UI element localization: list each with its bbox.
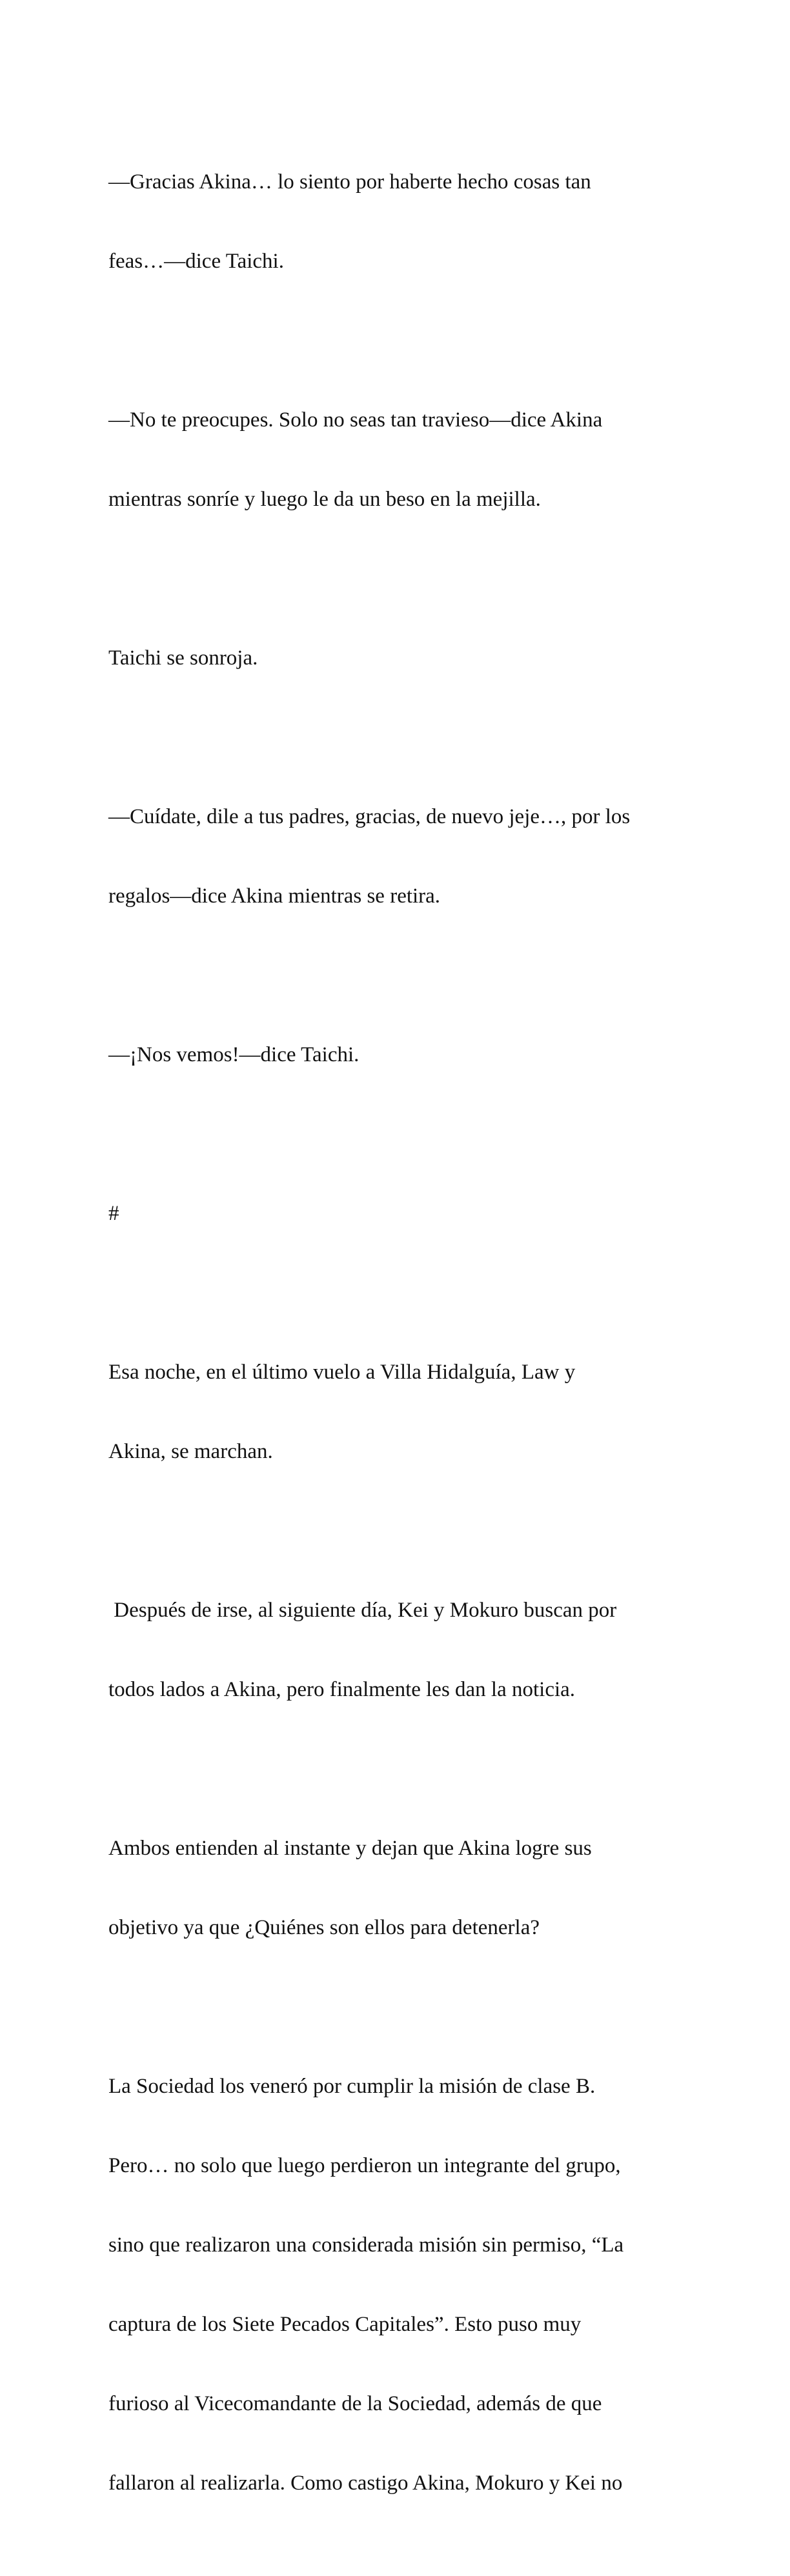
text-line: La Sociedad los veneró por cumplir la misión de clase B. — [108, 2075, 596, 2098]
paragraph-10 — [108, 2021, 683, 2550]
text-line: objetivo ya que ¿Quiénes son ellos para detenerla? — [108, 1916, 540, 1939]
text-line: Después de irse, al siguiente día, Kei y Mokuro buscan por — [108, 1599, 617, 1622]
text-line: regalos—dice Akina mientras se retira. — [108, 884, 441, 908]
text-line: Esa noche, en el último vuelo a Villa Hidalguía, Law y — [108, 1361, 576, 1384]
paragraph-4 — [108, 751, 683, 963]
paragraph-7 — [108, 1306, 683, 1518]
scene-break-mark: # — [108, 1202, 119, 1225]
scene-break — [108, 1148, 683, 1280]
text-line: —¡Nos vemos!—dice Taichi. — [108, 1043, 360, 1066]
text-line: —Gracias Akina… lo siento por haberte hecho cosas tan — [108, 170, 591, 194]
paragraph-2 — [108, 354, 683, 566]
paragraph-8 — [108, 1544, 683, 1756]
text-line: furioso al Vicecomandante de la Sociedad, además de que — [108, 2392, 602, 2415]
text-line: mientras sonríe y luego le da un beso en la mejilla. — [108, 488, 541, 511]
text-line: captura de los Siete Pecados Capitales”. Esto puso muy — [108, 2313, 582, 2336]
text-line: —No te preocupes. Solo no seas tan travieso—dice Akina — [108, 408, 603, 432]
text-line: todos lados a Akina, pero finalmente les dan la noticia. — [108, 1678, 576, 1701]
text-line: —Cuídate, dile a tus padres, gracias, de nuevo jeje…, por los — [108, 805, 631, 828]
paragraph-3 — [108, 592, 683, 724]
text-line: sino que realizaron una considerada misión sin permiso, “La — [108, 2233, 624, 2257]
paragraph-9 — [108, 1782, 683, 1994]
text-line: feas…—dice Taichi. — [108, 250, 284, 273]
text-line: Ambos entienden al instante y dejan que Akina logre sus — [108, 1837, 592, 1860]
text-line: Taichi se sonroja. — [108, 646, 258, 670]
text-line: Pero… no solo que luego perdieron un integrante del grupo, — [108, 2154, 621, 2177]
paragraph-5 — [108, 989, 683, 1121]
text-line: fallaron al realizarla. Como castigo Akina, Mokuro y Kei no — [108, 2471, 623, 2495]
document-body — [108, 116, 683, 2576]
paragraph-1 — [108, 116, 683, 328]
text-line: Akina, se marchan. — [108, 1440, 273, 1463]
